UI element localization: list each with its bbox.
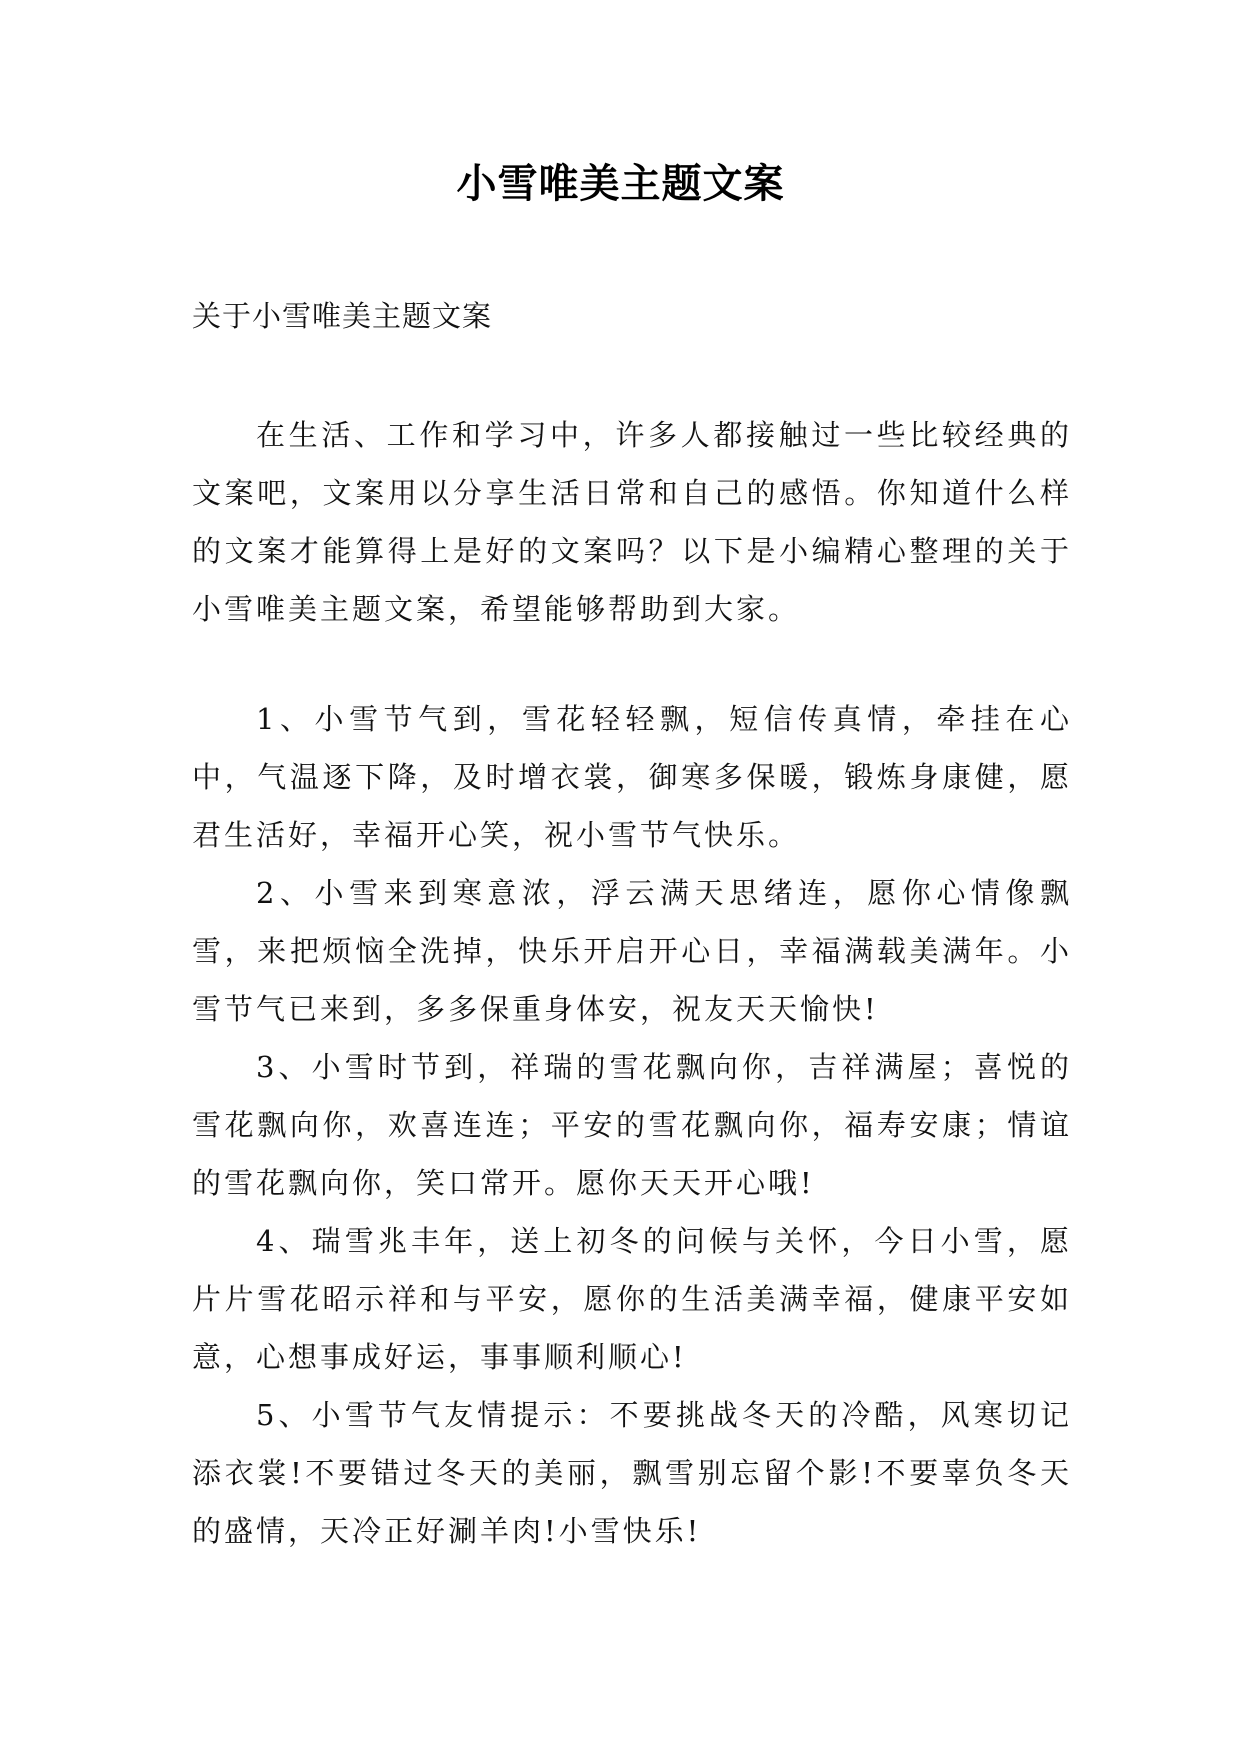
list-item: 3、小雪时节到，祥瑞的雪花飘向你，吉祥满屋；喜悦的雪花飘向你，欢喜连连；平安的雪花飘向你，福寿安康；情谊的雪花飘向你，笑口常开。愿你天天开心哦! [192, 1050, 1072, 1200]
list-item: 1、小雪节气到，雪花轻轻飘，短信传真情，牵挂在心中，气温逐下降，及时增衣裳，御寒多保暖，锻炼身康健，愿君生活好，幸福开心笑，祝小雪节气快乐。 [192, 702, 1072, 852]
list-item: 2、小雪来到寒意浓，浮云满天思绪连，愿你心情像飘雪，来把烦恼全洗掉，快乐开启开心日，幸福满载美满年。小雪节气已来到，多多保重身体安，祝友天天愉快! [192, 876, 1072, 1026]
document-title: 小雪唯美主题文案 [456, 161, 785, 207]
list-item: 5、小雪节气友情提示：不要挑战冬天的冷酷，风寒切记添衣裳!不要错过冬天的美丽，飘雪别忘留个影!不要辜负冬天的盛情，天冷正好涮羊肉!小雪快乐! [192, 1398, 1072, 1548]
list-item: 4、瑞雪兆丰年，送上初冬的问候与关怀，今日小雪，愿片片雪花昭示祥和与平安，愿你的生活美满幸福，健康平安如意，心想事成好运，事事顺利顺心! [192, 1224, 1072, 1374]
document-subtitle: 关于小雪唯美主题文案 [192, 299, 493, 333]
intro-paragraph: 在生活、工作和学习中，许多人都接触过一些比较经典的文案吧，文案用以分享生活日常和自己的感悟。你知道什么样的文案才能算得上是好的文案吗？以下是小编精心整理的关于小雪唯美主题文案，希望能够帮助到大家。 [192, 418, 1072, 626]
